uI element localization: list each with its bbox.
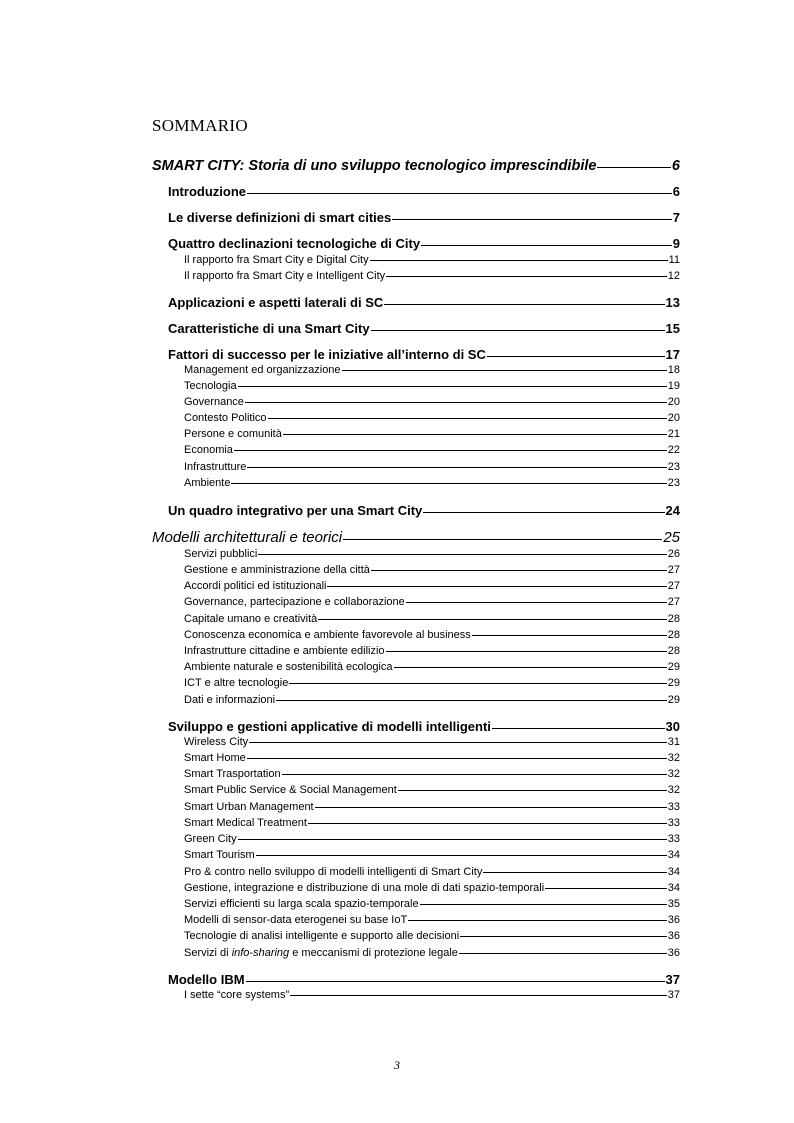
toc-entry-title: Gestione e amministrazione della città [184, 564, 370, 576]
toc-entry[interactable] [184, 677, 680, 689]
toc-entry[interactable] [184, 596, 680, 608]
toc-entry-title: Smart Public Service & Social Management [184, 784, 397, 796]
toc-entry-page: 34 [667, 849, 680, 861]
toc-leader-line [394, 667, 667, 668]
toc-entry-page: 9 [672, 236, 680, 251]
toc-entry-title: Quattro declinazioni tecnologiche di City [168, 236, 421, 251]
toc-entry-page: 23 [667, 477, 680, 489]
toc-entry[interactable] [184, 254, 680, 266]
toc-leader-line [238, 839, 667, 840]
toc-entry-title: Capitale umano e creatività [184, 613, 318, 625]
toc-entry-title: Ambiente [184, 477, 231, 489]
toc-leader-line [421, 245, 672, 246]
toc-entry-page: 28 [667, 645, 680, 657]
toc-entry[interactable] [184, 989, 680, 1001]
toc-entry-title: Smart Trasportation [184, 768, 281, 780]
toc-entry[interactable] [184, 784, 680, 796]
toc-entry[interactable] [184, 613, 680, 625]
toc-entry[interactable] [184, 930, 680, 942]
toc-entry-title: Conoscenza economica e ambiente favorevole al business [184, 629, 471, 641]
toc-leader-line [247, 467, 666, 468]
toc-entry-page: 28 [667, 629, 680, 641]
toc-leader-line [343, 539, 662, 540]
toc-heading: SOMMARIO [152, 116, 248, 135]
toc-entry-title: Modello IBM [168, 972, 245, 987]
toc-entry-title: Smart Tourism [184, 849, 255, 861]
toc-entry-page: 35 [667, 898, 680, 910]
toc-entry-title: Pro & contro nello sviluppo di modelli intelligenti di Smart City [184, 866, 483, 878]
toc-leader-line [315, 807, 667, 808]
toc-entry-page: 30 [665, 719, 680, 734]
toc-entry[interactable] [184, 866, 680, 878]
toc-entry-title: Servizi efficienti su larga scala spazio-temporale [184, 898, 419, 910]
toc-leader-line [408, 920, 667, 921]
toc-leader-line [234, 450, 667, 451]
toc-entry[interactable] [168, 972, 680, 987]
toc-entry[interactable] [184, 801, 680, 813]
toc-entry[interactable] [168, 295, 680, 310]
toc-entry[interactable] [184, 661, 680, 673]
toc-entry-page: 33 [667, 801, 680, 813]
toc-leader-line [276, 700, 667, 701]
toc-leader-line [384, 304, 664, 305]
toc-entry[interactable] [184, 947, 680, 959]
toc-leader-line [398, 790, 667, 791]
toc-entry-title: Contesto Politico [184, 412, 267, 424]
toc-entry-page: 12 [667, 270, 680, 282]
toc-entry-page: 20 [667, 396, 680, 408]
toc-leader-line [487, 356, 665, 357]
toc-entry-title: Infrastrutture [184, 461, 247, 473]
toc-entry[interactable] [168, 236, 680, 251]
toc-entry-page: 32 [667, 752, 680, 764]
toc-entry-title: Applicazioni e aspetti laterali di SC [168, 295, 384, 310]
toc-entry[interactable] [184, 580, 680, 592]
toc-entry-title: Caratteristiche di una Smart City [168, 321, 370, 336]
toc-entry-title: Gestione, integrazione e distribuzione di una mole di dati spazio-temporali [184, 882, 545, 894]
toc-entry-title: Tecnologia [184, 380, 237, 392]
toc-entry-page: 36 [667, 947, 680, 959]
toc-entry[interactable] [184, 380, 680, 392]
toc-entry-page: 32 [667, 768, 680, 780]
toc-entry[interactable] [184, 849, 680, 861]
toc-entry-page: 6 [672, 184, 680, 199]
toc-entry[interactable] [184, 428, 680, 440]
toc-leader-line [282, 774, 667, 775]
toc-leader-line [423, 512, 664, 513]
toc-entry-title: Infrastrutture cittadine e ambiente edilizio [184, 645, 385, 657]
page-number: 3 [394, 1058, 400, 1072]
toc-entry-page: 15 [665, 321, 680, 336]
toc-entry-page: 21 [667, 428, 680, 440]
toc-entry[interactable] [184, 477, 680, 489]
toc-entry-title: Fattori di successo per le iniziative all’interno di SC [168, 347, 486, 362]
toc-entry[interactable] [184, 461, 680, 473]
toc-entry-page: 27 [667, 580, 680, 592]
toc-entry[interactable] [184, 364, 680, 376]
toc-entry-page: 19 [667, 380, 680, 392]
toc-entry-page: 29 [667, 661, 680, 673]
toc-entry-page: 36 [667, 930, 680, 942]
toc-entry[interactable] [184, 270, 680, 282]
toc-entry-page: 31 [667, 736, 680, 748]
toc-entry-title: Modelli architetturali e teorici [152, 529, 343, 546]
toc-entry-page: 11 [668, 254, 680, 266]
toc-entry-title: Servizi pubblici [184, 548, 258, 560]
toc-leader-line [268, 418, 667, 419]
toc-entry-title: Economia [184, 444, 233, 456]
toc-entry-title: Governance, partecipazione e collaborazione [184, 596, 405, 608]
toc-entry[interactable] [168, 210, 680, 225]
toc-leader-line [386, 651, 667, 652]
toc-entry-page: 23 [667, 461, 680, 473]
toc-leader-line [247, 193, 672, 194]
toc-entry[interactable] [184, 882, 680, 894]
toc-entry-page: 25 [663, 529, 680, 546]
toc-leader-line [238, 386, 667, 387]
toc-entry-title: Un quadro integrativo per una Smart City [168, 503, 423, 518]
toc-entry-page: 6 [671, 158, 680, 174]
toc-entry-page: 33 [667, 817, 680, 829]
toc-entry-title: Accordi politici ed istituzionali [184, 580, 327, 592]
toc-entry[interactable] [184, 768, 680, 780]
toc-leader-line [289, 683, 666, 684]
toc-entry[interactable] [152, 158, 680, 174]
toc-leader-line [342, 370, 667, 371]
toc-entry[interactable] [168, 184, 680, 199]
toc-entry-page: 37 [667, 989, 680, 1001]
toc-entry-title: Smart Urban Management [184, 801, 314, 813]
toc-leader-line [283, 434, 667, 435]
toc-entry[interactable] [168, 503, 680, 518]
toc-entry-page: 27 [667, 596, 680, 608]
toc-entry-page: 18 [667, 364, 680, 376]
toc-entry-page: 33 [667, 833, 680, 845]
toc-entry-title: I sette “core systems” [184, 989, 290, 1001]
toc-leader-line [386, 276, 667, 277]
toc-entry-page: 34 [667, 866, 680, 878]
toc-leader-line [246, 981, 665, 982]
toc-leader-line [231, 483, 666, 484]
toc-leader-line [318, 619, 666, 620]
toc-entry-title: Ambiente naturale e sostenibilità ecologica [184, 661, 393, 673]
toc-entry-title: Servizi di info-sharing e meccanismi di protezione legale [184, 947, 458, 959]
toc-entry-title: Sviluppo e gestioni applicative di modelli intelligenti [168, 719, 491, 734]
toc-leader-line [371, 330, 665, 331]
toc-leader-line [308, 823, 667, 824]
toc-entry-title: Smart Medical Treatment [184, 817, 307, 829]
toc-entry[interactable] [168, 719, 680, 734]
toc-entry[interactable] [184, 548, 680, 560]
toc-leader-line [459, 953, 667, 954]
toc-entry[interactable] [184, 898, 680, 910]
toc-leader-line [290, 995, 667, 996]
toc-entry[interactable] [184, 817, 680, 829]
toc-leader-line [420, 904, 667, 905]
toc-leader-line [258, 554, 666, 555]
toc-entry-title: Wireless City [184, 736, 249, 748]
toc-entry-title: Modelli di sensor-data eterogenei su base IoT [184, 914, 408, 926]
toc-entry[interactable] [184, 914, 680, 926]
toc-entry-title: Introduzione [168, 184, 246, 199]
toc-leader-line [597, 167, 670, 168]
toc-leader-line [406, 602, 667, 603]
toc-entry-title: Il rapporto fra Smart City e Intelligent City [184, 270, 386, 282]
toc-entry-title: SMART CITY: Storia di uno sviluppo tecnologico imprescindibile [152, 158, 597, 174]
toc-leader-line [370, 260, 668, 261]
toc-leader-line [483, 872, 666, 873]
toc-entry[interactable] [184, 736, 680, 748]
toc-leader-line [247, 758, 667, 759]
toc-entry[interactable] [152, 529, 680, 546]
toc-entry-page: 29 [667, 694, 680, 706]
toc-entry[interactable] [184, 396, 680, 408]
toc-entry-title: Persone e comunità [184, 428, 282, 440]
toc-entry[interactable] [168, 347, 680, 362]
toc-entry-page: 36 [667, 914, 680, 926]
toc-leader-line [256, 855, 667, 856]
toc-entry[interactable] [184, 645, 680, 657]
toc-entry-page: 37 [665, 972, 680, 987]
toc-leader-line [392, 219, 672, 220]
toc-entry[interactable] [184, 694, 680, 706]
toc-entry[interactable] [184, 752, 680, 764]
toc-entry-page: 34 [667, 882, 680, 894]
toc-leader-line [249, 742, 667, 743]
toc-entry[interactable] [184, 444, 680, 456]
toc-entry-title: Il rapporto fra Smart City e Digital City [184, 254, 369, 266]
toc-entry[interactable] [184, 629, 680, 641]
toc-entry-title: Dati e informazioni [184, 694, 276, 706]
toc-entry-title: ICT e altre tecnologie [184, 677, 289, 689]
toc-entry-title: Le diverse definizioni di smart cities [168, 210, 392, 225]
toc-entry-page: 26 [667, 548, 680, 560]
toc-entry-page: 27 [667, 564, 680, 576]
toc-leader-line [371, 570, 667, 571]
toc-entry[interactable] [184, 412, 680, 424]
toc-leader-line [327, 586, 666, 587]
toc-entry-page: 24 [665, 503, 680, 518]
toc-entry[interactable] [184, 564, 680, 576]
toc-entry-page: 22 [667, 444, 680, 456]
toc-entry-page: 17 [665, 347, 680, 362]
toc-entry-page: 32 [667, 784, 680, 796]
toc-entry-page: 28 [667, 613, 680, 625]
toc-leader-line [492, 728, 665, 729]
toc-leader-line [245, 402, 667, 403]
toc-entry[interactable] [168, 321, 680, 336]
toc-entry-title: Smart Home [184, 752, 246, 764]
toc-entry-page: 13 [665, 295, 680, 310]
toc-entry-page: 29 [667, 677, 680, 689]
toc-entry-title: Tecnologie di analisi intelligente e supporto alle decisioni [184, 930, 460, 942]
toc-leader-line [460, 936, 667, 937]
toc-entry[interactable] [184, 833, 680, 845]
toc-entry-title: Green City [184, 833, 237, 845]
toc-entry-title: Governance [184, 396, 244, 408]
toc-leader-line [472, 635, 667, 636]
toc-entry-page: 20 [667, 412, 680, 424]
toc-entry-title: Management ed organizzazione [184, 364, 341, 376]
toc-leader-line [545, 888, 667, 889]
toc-entry-page: 7 [672, 210, 680, 225]
